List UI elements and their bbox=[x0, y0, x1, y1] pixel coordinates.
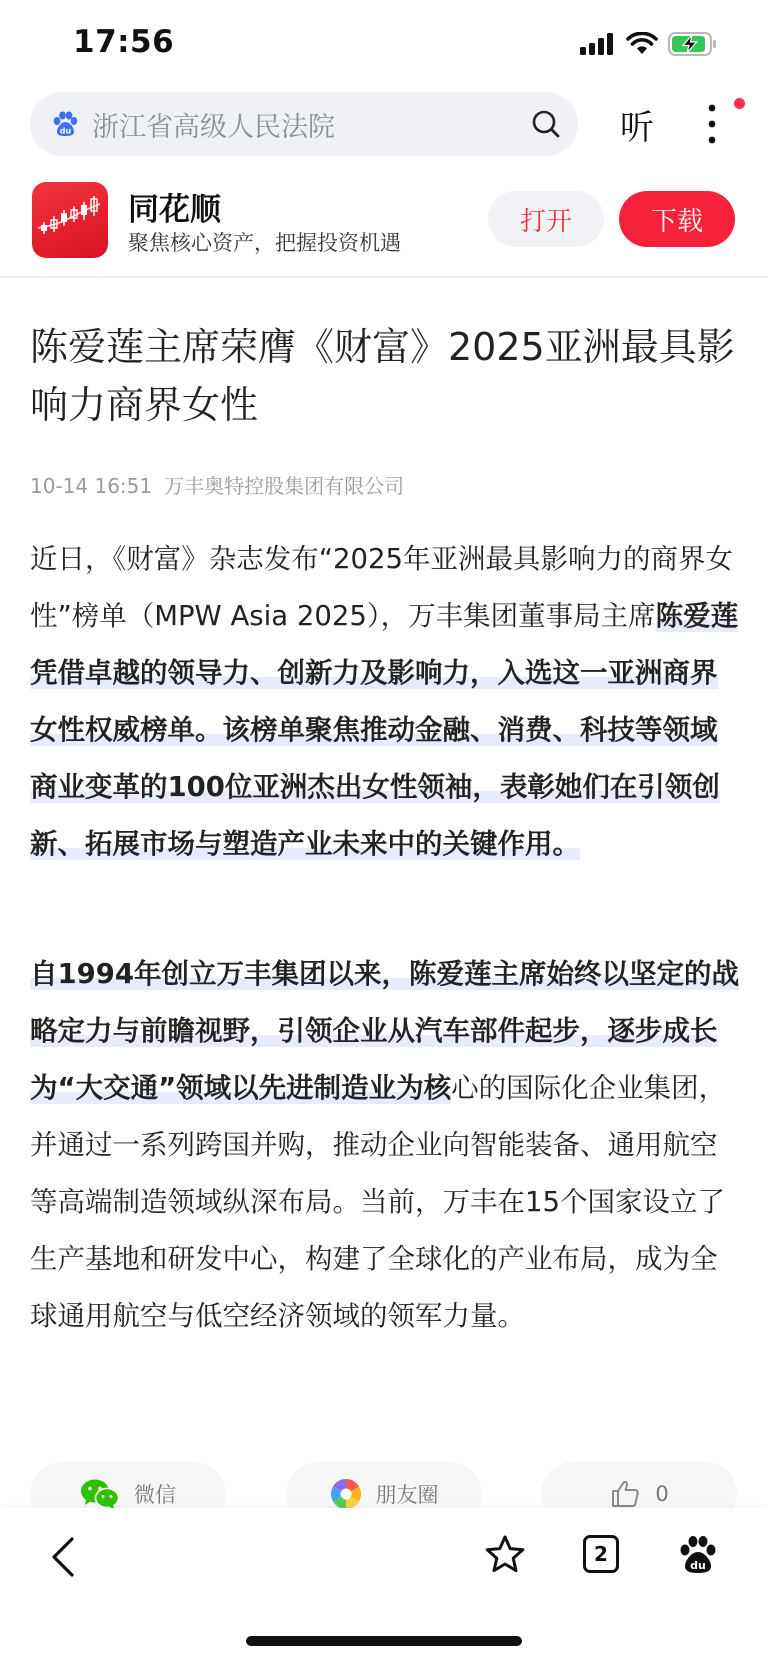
svg-text:du: du bbox=[690, 1559, 706, 1572]
tabs-button[interactable]: 2 bbox=[583, 1535, 619, 1573]
search-input[interactable]: 浙江省高级人民法院 bbox=[92, 111, 335, 143]
app-name: 同花顺 bbox=[128, 192, 221, 228]
article-meta bbox=[30, 470, 416, 499]
more-icon[interactable] bbox=[697, 102, 727, 146]
notification-dot bbox=[734, 98, 745, 109]
app-slogan: 聚焦核心资产，把握投资机遇 bbox=[128, 231, 401, 255]
article-date: 10-14 16:51 bbox=[30, 474, 153, 498]
article-paragraph-1 bbox=[30, 531, 740, 873]
download-app-button[interactable]: 下载 bbox=[619, 191, 735, 247]
home-indicator bbox=[246, 1636, 522, 1646]
highlighted-text: 自1994年创立万丰集团以来，陈爱莲主席始终以坚定的战略定力与前瞻视野，引领企业从汽车部件起步，逐步成长为“大交通”领域以先进制造业为核 bbox=[30, 958, 740, 1104]
article-title: 陈爱莲主席荣膺《财富》2025亚洲最具影响力商界女性 bbox=[30, 325, 735, 427]
wifi-icon bbox=[626, 32, 658, 56]
like-count: 0 bbox=[655, 1482, 669, 1506]
wechat-icon bbox=[80, 1477, 120, 1511]
candlestick-logo-icon bbox=[32, 182, 108, 258]
article-paragraph-2 bbox=[30, 946, 740, 1345]
thumbs-up-icon bbox=[609, 1478, 641, 1510]
baidu-home-icon[interactable] bbox=[676, 1533, 720, 1577]
cellular-signal-icon bbox=[580, 33, 616, 55]
share-moments-label: 朋友圈 bbox=[375, 1483, 439, 1507]
svg-text:du: du bbox=[59, 126, 72, 136]
favorite-star-icon[interactable] bbox=[483, 1533, 527, 1577]
status-time: 17:56 bbox=[73, 24, 175, 60]
paragraph-text: 心的国际化企业集团，并通过一系列跨国并购，推动企业向智能装备、通用航空等高端制造领域纵深布局。当前，万丰在15个国家设立了生产基地和研发中心，构建了全球化的产业布局，成为全球通用航空与低空经济领域的领军力量。 bbox=[30, 1072, 727, 1332]
battery-charging-icon bbox=[668, 31, 718, 57]
search-bar[interactable] bbox=[30, 92, 578, 156]
baidu-paw-icon bbox=[50, 109, 80, 139]
app-logo[interactable] bbox=[32, 182, 108, 258]
article-source[interactable]: 万丰奥特控股集团有限公司 bbox=[164, 474, 405, 498]
paragraph-text: 近日，《财富》杂志发布“2025年亚洲最具影响力的商界女性”榜单（MPW Asia 2025），万丰集团董事局主席 bbox=[30, 543, 733, 632]
share-wechat-label: 微信 bbox=[134, 1483, 176, 1507]
status-icons bbox=[580, 28, 718, 60]
back-icon[interactable] bbox=[44, 1533, 84, 1581]
search-icon[interactable] bbox=[530, 108, 562, 140]
listen-button[interactable]: 听 bbox=[620, 108, 654, 148]
moments-aperture-icon bbox=[330, 1478, 362, 1510]
banner-divider bbox=[0, 276, 768, 278]
highlighted-text: 陈爱莲凭借卓越的领导力、创新力及影响力，入选这一亚洲商界女性权威榜单。该榜单聚焦推动金融、消费、科技等领域商业变革的100位亚洲杰出女性领袖，表彰她们在引领创新、拓展市场与塑造产业未来中的关键作用。 bbox=[30, 600, 739, 860]
open-app-button[interactable]: 打开 bbox=[488, 191, 604, 247]
